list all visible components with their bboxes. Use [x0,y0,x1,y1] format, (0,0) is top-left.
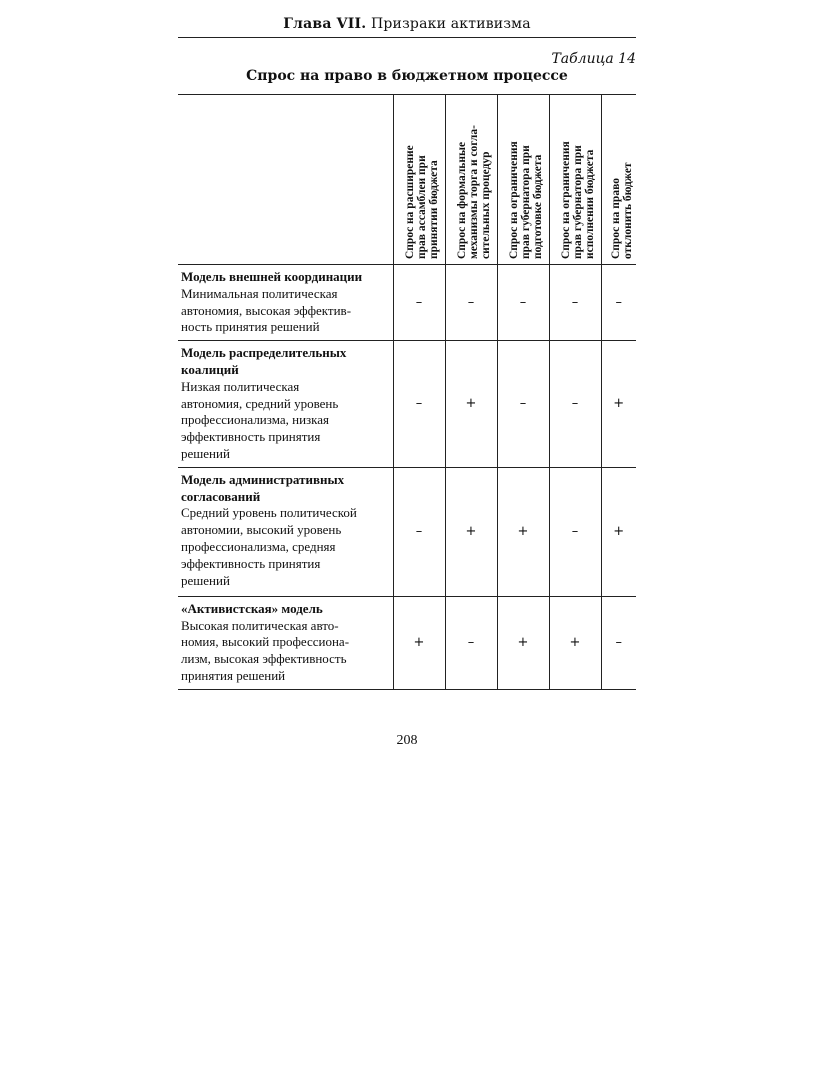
model-desc-line: профессионализма, низкая [181,412,330,428]
header-line: Спрос на расширение [403,145,416,259]
model-desc-line: Средний уровень политической [181,505,357,521]
model-desc-line: эффективность принятия [181,555,321,571]
chapter-label: Глава VII. [283,16,367,32]
value-cell: + [445,341,497,468]
model-desc-line: принятия решений [181,667,286,683]
column-header [497,95,549,265]
column-header-label [552,93,604,263]
header-line: сительных процедур [479,151,492,259]
model-name [181,472,391,506]
header-line: Спрос на ограничения [507,141,520,259]
table-header-row [178,95,636,265]
model-name-line: коалиций [181,361,239,377]
model-desc-line: автономия, средний уровень [181,395,339,411]
column-header-label [396,93,448,263]
page-number: 208 [396,733,418,748]
header-line: механизмы торга и согла- [467,125,480,259]
column-header-label [604,93,639,263]
header-line: Спрос на формальные [455,141,468,259]
table-row [178,467,636,596]
model-name-line: согласований [181,488,261,504]
model-desc-line: решений [181,572,230,588]
model-desc-line: автономия, высокая эффектив- [181,302,352,318]
header-line: прав губернатора при [571,145,584,259]
column-header [445,95,497,265]
table-title: Спрос на право в бюджетном процессе [246,68,568,84]
model-name [181,601,391,618]
model-cell [178,341,393,468]
model-description [181,379,391,463]
value-cell: – [393,467,445,596]
model-name-line: Модель распределительных [181,345,347,361]
model-desc-line: Высокая политическая авто- [181,617,339,633]
header-line: прав губернатора при [519,145,532,259]
model-desc-line: Минимальная политическая [181,285,338,301]
value-cell: + [497,596,549,689]
model-name [181,345,391,379]
chapter-title: Призраки активизма [370,16,531,32]
header-line: прав ассамблеи при [415,155,428,259]
value-cell: + [445,467,497,596]
value-cell: + [601,341,636,468]
value-cell: + [393,596,445,689]
column-header [393,95,445,265]
header-corner-cell [178,95,393,265]
table-row [178,265,636,341]
model-name-line: Модель административных [181,471,345,487]
model-name-line: «Активистская» модель [181,600,323,616]
column-header [601,95,636,265]
value-cell: – [549,467,601,596]
value-cell: + [497,467,549,596]
model-desc-line: ность принятия решений [181,319,320,335]
value-cell: – [601,596,636,689]
value-cell: – [445,265,497,341]
model-cell [178,265,393,341]
header-line: Спрос на право [609,178,621,259]
header-line: Спрос на ограничения [559,141,572,259]
model-cell [178,596,393,689]
model-desc-line: автономии, высокий уровень [181,522,342,538]
running-head [178,16,636,32]
value-cell: – [497,341,549,468]
value-cell: + [601,467,636,596]
header-line: исполнении бюджета [583,149,596,259]
model-name [181,269,391,286]
model-name-line: Модель внешней координации [181,269,363,284]
value-cell: – [393,341,445,468]
value-cell: – [393,265,445,341]
model-description [181,618,391,685]
value-cell: – [549,341,601,468]
demand-table [178,94,636,690]
column-header [549,95,601,265]
table-number: Таблица 14 [551,51,636,67]
table-row [178,596,636,689]
model-description [181,505,391,589]
value-cell: + [549,596,601,689]
model-desc-line: номия, высокий профессиона- [181,634,350,650]
value-cell: – [601,265,636,341]
value-cell: – [445,596,497,689]
value-cell: – [549,265,601,341]
header-line: принятии бюджета [427,160,440,259]
header-line: отклонить бюджет [621,162,633,259]
model-description [181,286,391,336]
model-desc-line: профессионализма, средняя [181,538,336,554]
table-row [178,341,636,468]
column-header-label [500,93,552,263]
model-cell [178,467,393,596]
model-desc-line: решений [181,445,230,461]
column-header-label [448,93,500,263]
header-line: подготовке бюджета [531,154,544,259]
model-desc-line: Низкая политическая [181,378,300,394]
model-desc-line: лизм, высокая эффективность [181,651,347,667]
model-desc-line: эффективность принятия [181,429,321,445]
value-cell: – [497,265,549,341]
header-rule [178,37,636,38]
